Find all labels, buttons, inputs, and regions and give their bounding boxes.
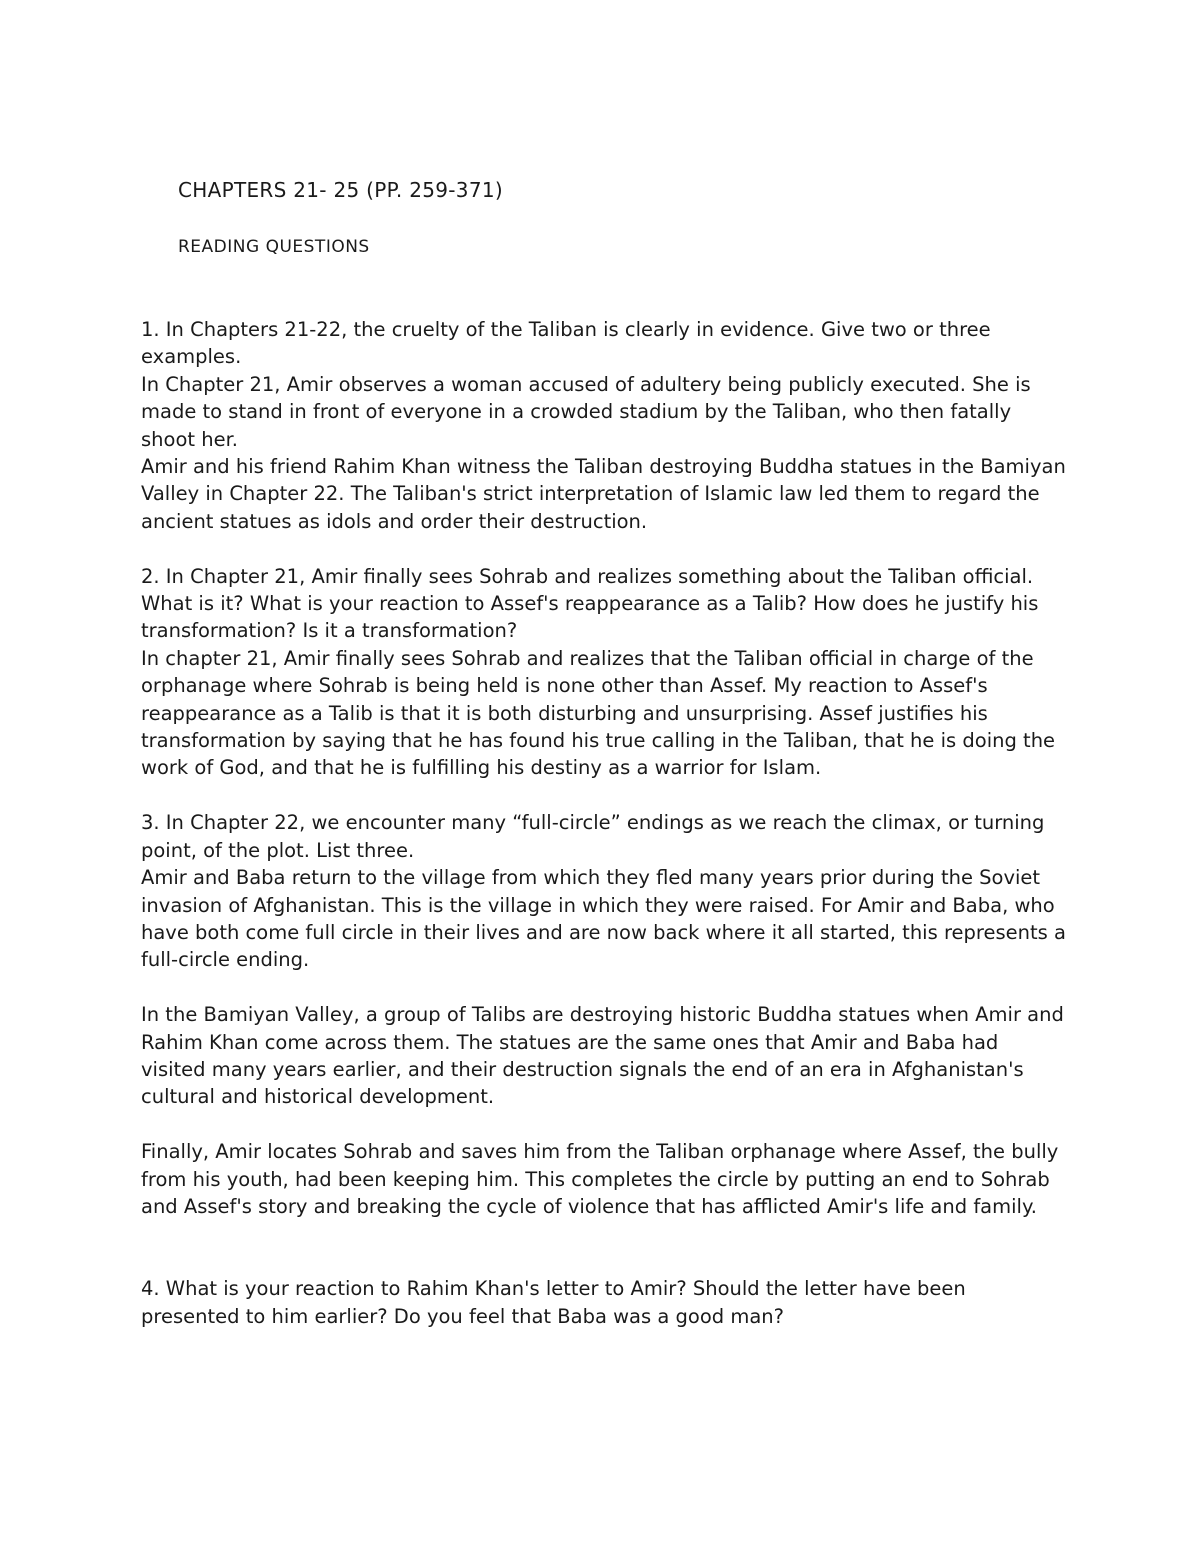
document-title: CHAPTERS 21- 25 (PP. 259-371) [178,178,503,202]
answer-2-paragraph: In chapter 21, Amir finally sees Sohrab and realizes that the Taliban official in charge of the orphanage where Sohrab is being held is none other than Assef. My reaction to Assef's reappearance as a Talib is that it is both disturbing and unsurprising. Assef justifies his transformation by saying that he has found his true calling in the Taliban, that he is doing the work of God, and that he is fulfilling his destiny as a warrior for Islam. [141,646,1056,780]
paragraph-spacer [141,782,1066,809]
answer-1-paragraph: In Chapter 21, Amir observes a woman accused of adultery being publicly executed. She is made to stand in front of everyone in a crowded stadium by the Taliban, who then fatally shoot her. [141,372,1031,451]
document-subtitle: READING QUESTIONS [178,237,370,257]
paragraph-spacer [141,535,1066,562]
paragraph-spacer [141,1111,1066,1138]
paragraph-spacer [141,974,1066,1001]
question-4: 4. What is your reaction to Rahim Khan's letter to Amir? Should the letter have been presented to him earlier? Do you feel that Baba was a good man? [141,1277,966,1328]
document-body [141,316,1066,1330]
question-3: 3. In Chapter 22, we encounter many “full-circle” endings as we reach the climax, or turning point, of the plot. List three. [141,811,1045,862]
answer-3-paragraph: Amir and Baba return to the village from which they fled many years prior during the Soviet invasion of Afghanistan. This is the village in which they were raised. For Amir and Baba, who have both come full circle in their lives and are now back where it all started, this represents a full-circle ending. [141,866,1066,972]
paragraph-spacer [141,1220,1066,1275]
answer-1-paragraph: Amir and his friend Rahim Khan witness the Taliban destroying Buddha statues in the Bamiyan Valley in Chapter 22. The Taliban's strict interpretation of Islamic law led them to regard the ancient statues as idols and order their destruction. [141,455,1066,533]
answer-3-paragraph: Finally, Amir locates Sohrab and saves him from the Taliban orphanage where Assef, the bully from his youth, had been keeping him. This completes the circle by putting an end to Sohrab and Assef's story and breaking the cycle of violence that has afflicted Amir's life and family. [141,1140,1059,1218]
question-1: 1. In Chapters 21-22, the cruelty of the Taliban is clearly in evidence. Give two or three examples. [141,318,991,369]
question-2: 2. In Chapter 21, Amir finally sees Sohrab and realizes something about the Taliban official. What is it? What is your reaction to Assef's reappearance as a Talib? How does he justify his transformation? Is it a transformation? [141,564,1039,643]
answer-3-paragraph: In the Bamiyan Valley, a group of Talibs are destroying historic Buddha statues when Amir and Rahim Khan come across them. The statues are the same ones that Amir and Baba had visited many years earlier, and their destruction signals the end of an era in Afghanistan's cultural and historical development. [141,1003,1064,1109]
